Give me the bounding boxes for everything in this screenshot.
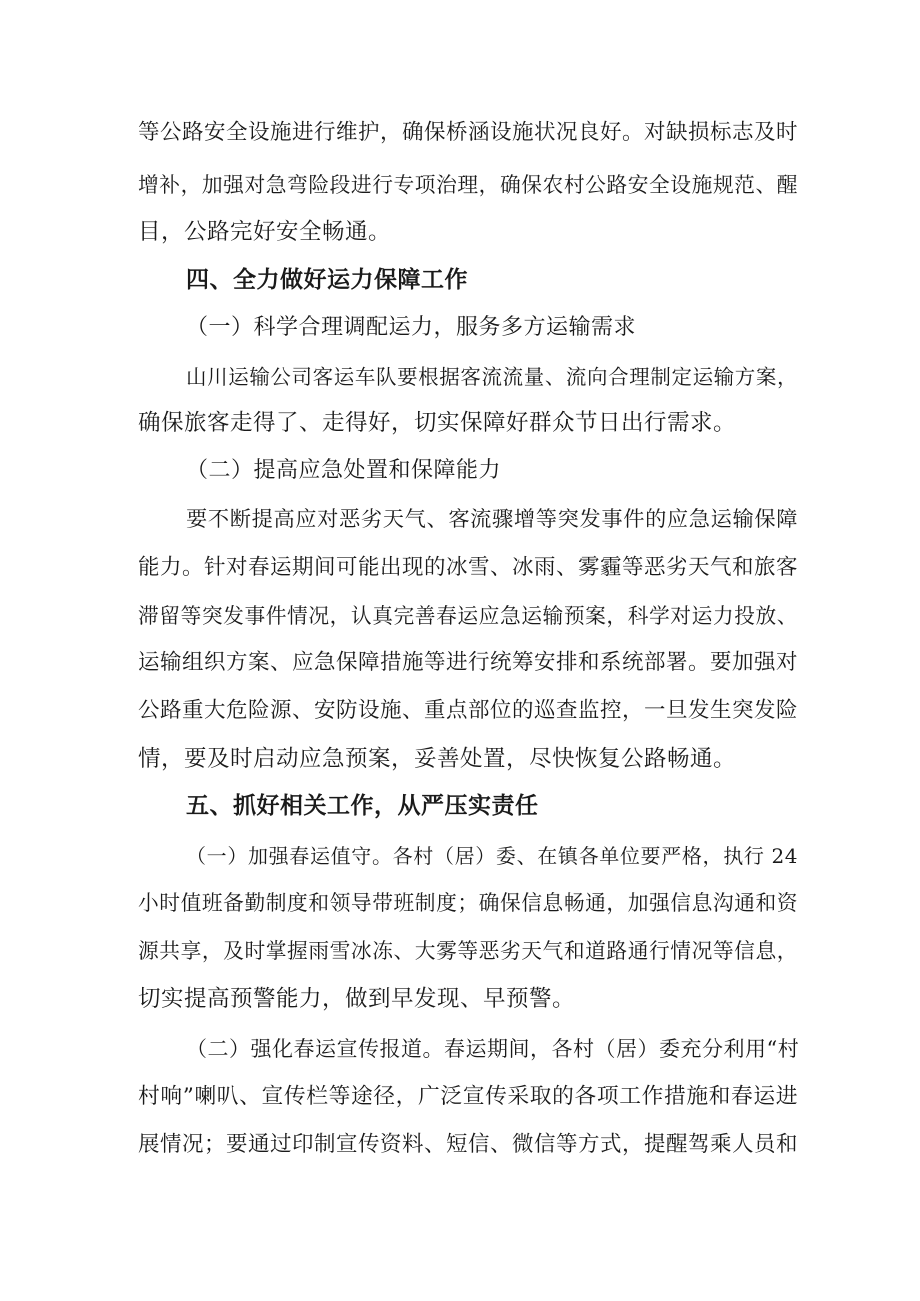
paragraph-line: （一）加强春运值守。各村（居）委、在镇各单位要严格，执行 24 [186, 844, 798, 868]
paragraph-line: 目，公路完好安全畅通。 [138, 219, 392, 245]
paragraph-line: 等公路安全设施进行维护，确保桥涵设施状况良好。对缺损标志及时 [138, 120, 799, 145]
section-heading: 四、全力做好运力保障工作 [186, 267, 468, 293]
section-heading: 五、抓好相关工作，从严压实责任 [186, 793, 539, 819]
subsection-title: （二）提高应急处置和保障能力 [186, 458, 502, 483]
paragraph-line: 确保旅客走得了、走得好，切实保障好群众节日出行需求。 [138, 410, 737, 436]
paragraph-line: 运输组织方案、应急保障措施等进行统筹安排和系统部署。要加强对 [138, 650, 799, 675]
paragraph-line: 要不断提高应对恶劣天气、客流骤增等突发事件的应急运输保障 [186, 507, 798, 532]
paragraph-line: 能力。针对春运期间可能出现的冰雪、冰雨、雾霾等恶劣天气和旅客 [138, 555, 799, 580]
paragraph-line: （二）强化春运宣传报道。春运期间，各村（居）委充分利用“村 [186, 1037, 800, 1061]
subsection-title: （一）科学合理调配运力，服务多方运输需求 [186, 315, 637, 340]
paragraph-line: 增补，加强对急弯险段进行专项治理，确保农村公路安全设施规范、醒 [138, 173, 798, 197]
paragraph-line: 源共享，及时掌握雨雪冰冻、大雾等恶劣天气和道路通行情况等信息， [138, 939, 798, 963]
paragraph-line: 切实提高预警能力，做到早发现、早预警。 [138, 986, 576, 1012]
paragraph-line: 公路重大危险源、安防设施、重点部位的巡查监控，一旦发生突发险 [138, 698, 799, 723]
paragraph-line: 小时值班备勤制度和领导带班制度；确保信息畅通，加强信息沟通和资 [138, 891, 798, 915]
paragraph-line: 滞留等突发事件情况，认真完善春运应急运输预案，科学对运力投放、 [138, 604, 798, 628]
paragraph-line: 情，要及时启动应急预案，妥善处置，尽快恢复公路畅通。 [138, 746, 737, 772]
paragraph-line: 展情况；要通过印制宣传资料、短信、微信等方式，提醒驾乘人员和 [138, 1132, 799, 1157]
paragraph-line: 山川运输公司客运车队要根据客流流量、流向合理制定运输方案， [186, 365, 798, 389]
paragraph-line: 村响”喇叭、宣传栏等途径，广泛宣传采取的各项工作措施和春运进 [138, 1084, 798, 1109]
